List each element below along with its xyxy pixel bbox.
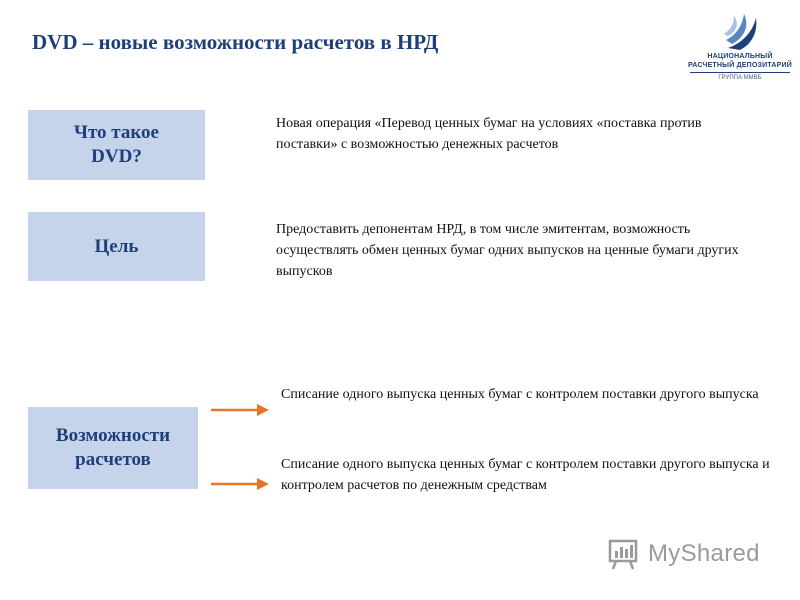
box-label-line: расчетов: [75, 449, 151, 470]
box-label-line: Возможности: [55, 425, 171, 446]
arrow-right-icon: [209, 402, 271, 418]
logo-line-3: ГРУППА ММВБ: [718, 75, 762, 81]
slide-title: DVD – новые возможности расчетов в НРД: [32, 30, 439, 54]
logo-line-2: РАСЧЕТНЫЙ ДЕПОЗИТАРИЙ: [688, 62, 792, 69]
watermark-text: MyShared: [648, 540, 760, 567]
myshared-watermark: [608, 536, 778, 572]
arrow-right-icon: [209, 476, 271, 492]
presentation-board-icon: [608, 537, 642, 571]
logo-line-1: НАЦИОНАЛЬНЫЙ: [707, 53, 773, 60]
goal-box: [28, 212, 205, 281]
goal-description: Предоставить депонентам НРД, в том числе эмитентам, возможность осуществлять обмен ценных бумаг одних выпусков на ценные бумаги других выпусков: [276, 222, 739, 279]
nrd-logo-icon: [722, 10, 762, 52]
nrd-logo: [684, 10, 796, 90]
what-is-dvd-box: [28, 110, 205, 180]
box-label-line: Цель: [94, 235, 139, 257]
settlement-option-2: Списание одного выпуска ценных бумаг с контролем поставки другого выпуска и контролем расчетов по денежным средствам: [281, 457, 770, 493]
logo-divider: [690, 72, 790, 73]
box-label-line: DVD?: [91, 146, 142, 167]
settlement-options-box: [28, 407, 198, 489]
settlement-option-1: Списание одного выпуска ценных бумаг с контролем поставки другого выпуска: [281, 387, 759, 402]
box-label-line: Что такое: [74, 122, 159, 143]
what-is-dvd-description: Новая операция «Перевод ценных бумаг на условиях «поставка против поставки» с возможностью денежных расчетов: [276, 116, 702, 152]
